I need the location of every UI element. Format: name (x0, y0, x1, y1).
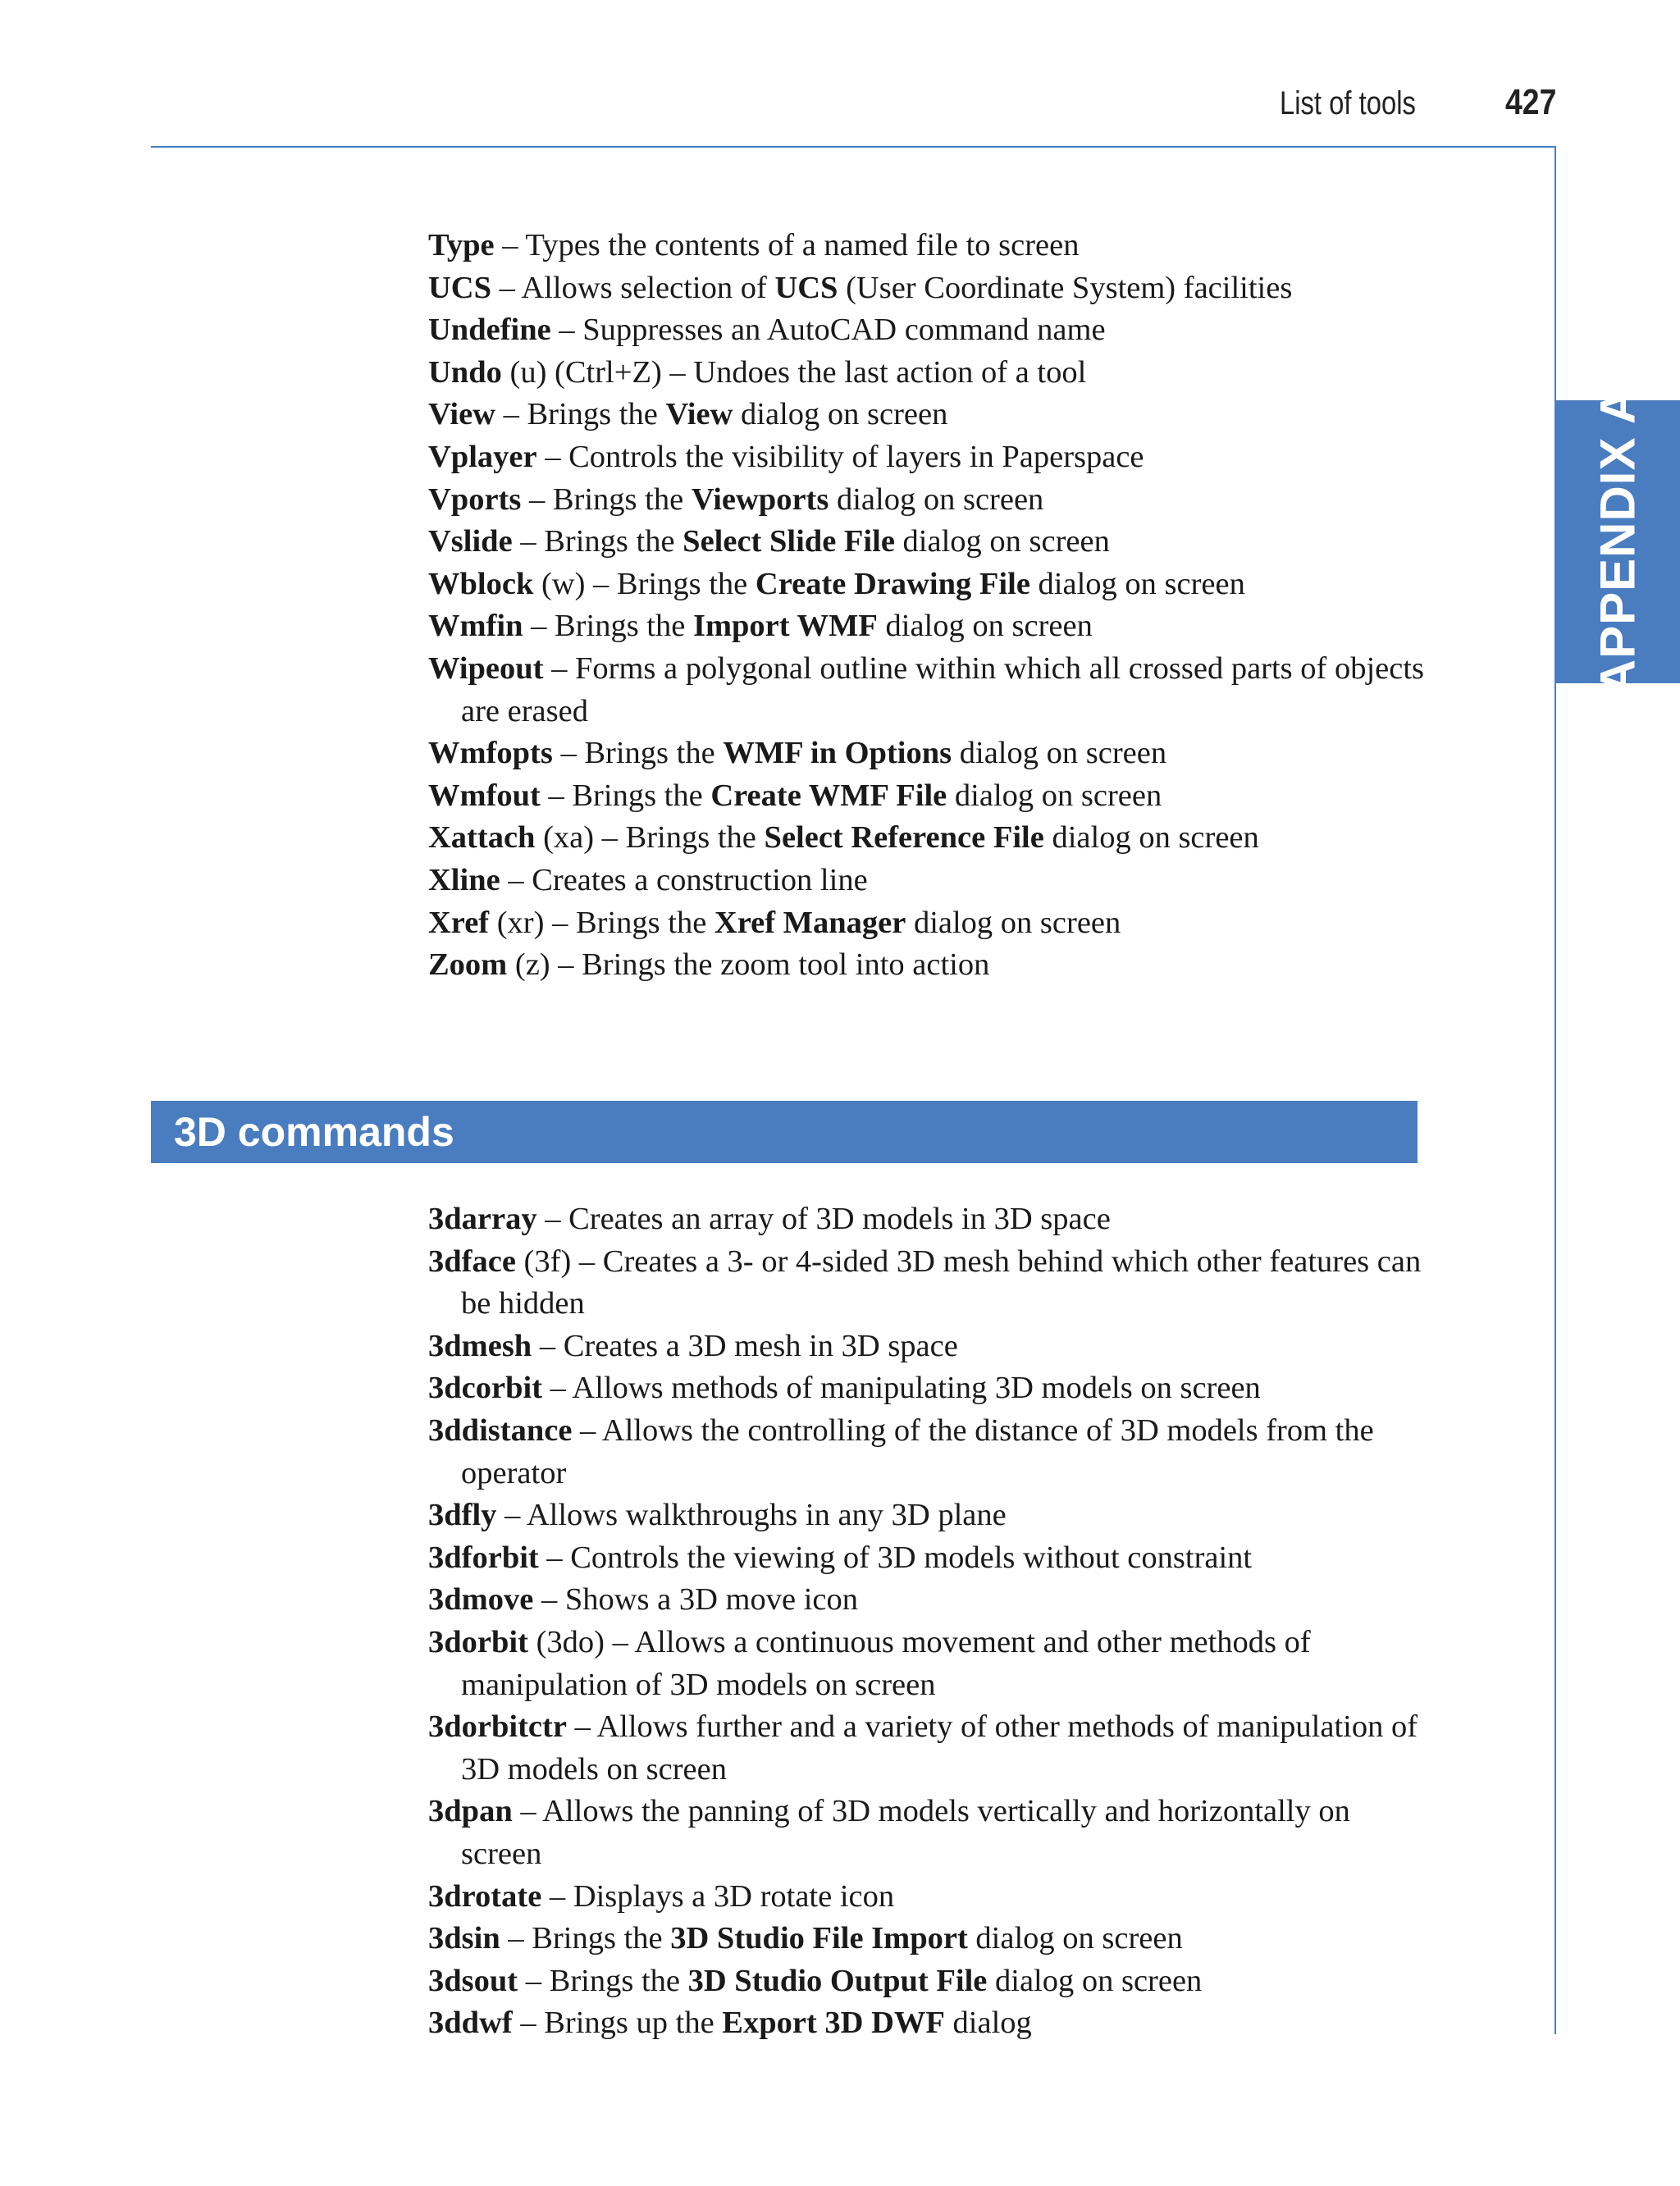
command-term: Create WMF File (710, 778, 947, 813)
section-heading: 3D commands (174, 1109, 454, 1155)
command-description: dialog on screen (877, 609, 1093, 644)
command-description: (xr) – Brings the (489, 905, 714, 940)
command-entry (428, 1198, 1429, 1241)
command-term: 3dsout (428, 1963, 518, 1998)
command-entry (428, 1495, 1429, 1537)
command-description: dialog on screen (894, 524, 1110, 559)
command-term: Select Slide File (682, 524, 895, 559)
command-term: Undefine (428, 313, 551, 348)
command-entry (428, 225, 1429, 267)
command-entry (428, 1537, 1429, 1580)
command-description: – Brings the (552, 736, 724, 771)
command-term: 3dcorbit (428, 1371, 543, 1406)
command-term: 3drotate (428, 1878, 542, 1914)
command-description: – Brings the (523, 609, 693, 644)
command-term: UCS (774, 270, 838, 305)
command-term: 3dforbit (428, 1540, 539, 1575)
command-term: 3dsin (428, 1921, 500, 1956)
command-term: 3D Studio Output File (687, 1963, 988, 1998)
command-term: Type (428, 228, 495, 262)
command-description: dialog on screen (952, 736, 1167, 771)
command-description: (xa) – Brings the (535, 820, 765, 856)
command-term: Wmfin (428, 609, 523, 644)
command-description: (3do) – Allows a continuous movement and other methods of manipulation of 3D models on screen (461, 1624, 1311, 1702)
command-term: Undo (428, 354, 502, 390)
command-term: Xline (428, 862, 500, 897)
command-list (428, 225, 1429, 987)
command-description: – Brings the (500, 1921, 671, 1956)
command-description: – Suppresses an AutoCAD command name (550, 313, 1106, 348)
command-description: – Types the contents of a named file to screen (494, 228, 1080, 262)
command-description: dialog on screen (1029, 566, 1245, 601)
command-description: – Creates an array of 3D models in 3D space (536, 1202, 1111, 1236)
command-description: – Displays a 3D rotate icon (541, 1878, 895, 1914)
command-entry (428, 1918, 1429, 1960)
running-header-title: List of tools (1280, 85, 1416, 121)
command-entry (428, 902, 1429, 945)
command-entry (428, 564, 1429, 606)
command-entry (428, 775, 1429, 818)
command-description: – Controls the visibility of layers in Paperspace (536, 439, 1144, 474)
command-term: Wblock (428, 566, 534, 601)
command-term: Wmfout (428, 778, 541, 813)
command-entry (428, 479, 1429, 522)
command-term: 3dorbit (428, 1624, 528, 1659)
3d-command-list (428, 1198, 1429, 2045)
command-entry (428, 1960, 1429, 2003)
command-entry (428, 521, 1429, 564)
command-description: dialog on screen (829, 481, 1044, 517)
command-entry (428, 817, 1429, 860)
command-term: Vplayer (428, 439, 537, 474)
command-entry (428, 1791, 1429, 1875)
command-description: – Controls the viewing of 3D models without constraint (538, 1540, 1253, 1575)
command-term: 3dorbitctr (428, 1709, 567, 1745)
command-description: (3f) – Creates a 3- or 4-sided 3D mesh behind which other features can be hidden (461, 1244, 1422, 1321)
command-term: 3ddistance (428, 1412, 573, 1448)
command-description: – Brings the (512, 524, 683, 559)
command-term: 3dface (428, 1244, 516, 1279)
command-entry (428, 1579, 1429, 1622)
command-entry (428, 1876, 1429, 1919)
header-rule (151, 146, 1556, 148)
command-term: Vslide (428, 524, 513, 559)
command-term: Xref Manager (714, 905, 906, 940)
command-term: 3dmesh (428, 1328, 532, 1363)
command-description: dialog on screen (947, 778, 1162, 813)
command-description: – Allows the controlling of the distance of 3D models from the operator (461, 1412, 1374, 1490)
command-term: View (665, 397, 733, 432)
command-description: – Brings the (540, 778, 711, 813)
command-term: 3dmove (428, 1582, 534, 1618)
command-term: 3ddwf (428, 2006, 513, 2041)
command-term: Xref (428, 905, 490, 940)
command-entry (428, 436, 1429, 479)
command-description: dialog (944, 2006, 1032, 2041)
command-description: – Brings the (518, 1963, 688, 1998)
command-description: – Brings up the (512, 2006, 723, 2041)
command-description: (w) – Brings the (533, 566, 756, 601)
command-description: – Allows further and a variety of other methods of manipulation of 3D models on screen (461, 1709, 1418, 1787)
section-heading-bar (151, 1101, 1418, 1163)
command-term: View (428, 397, 495, 432)
command-entry (428, 1706, 1429, 1791)
page-number: 427 (1505, 82, 1557, 122)
command-description: – Creates a 3D mesh in 3D space (532, 1328, 958, 1363)
command-description: – Allows selection of (491, 270, 775, 305)
command-description: dialog on screen (1043, 820, 1259, 856)
command-term: Create Drawing File (755, 566, 1030, 601)
command-term: 3dfly (428, 1498, 497, 1533)
command-entry (428, 2002, 1429, 2045)
command-description: – Allows methods of manipulating 3D models on screen (542, 1371, 1261, 1406)
command-description: – Forms a polygonal outline within which all crossed parts of objects are erased (461, 650, 1425, 728)
command-term: Viewports (691, 481, 829, 517)
command-description: dialog on screen (733, 397, 948, 432)
command-term: Vports (428, 481, 522, 517)
command-entry (428, 944, 1429, 987)
command-entry (428, 732, 1429, 775)
command-entry (428, 309, 1429, 352)
command-entry (428, 394, 1429, 436)
command-description: (z) – Brings the zoom tool into action (507, 947, 990, 983)
command-term: Select Reference File (764, 820, 1044, 856)
command-description: dialog on screen (967, 1921, 1183, 1956)
command-entry (428, 605, 1429, 648)
command-entry (428, 1367, 1429, 1410)
command-description: – Brings the (521, 481, 692, 517)
command-description: – Creates a construction line (500, 862, 868, 897)
command-term: Xattach (428, 820, 536, 856)
command-term: 3dpan (428, 1794, 513, 1829)
appendix-side-tab (1556, 387, 1680, 696)
command-description: (User Coordinate System) facilities (838, 270, 1293, 305)
command-term: 3D Studio File Import (670, 1921, 968, 1956)
command-term: Wipeout (428, 650, 544, 686)
command-term: Export 3D DWF (722, 2006, 945, 2041)
appendix-side-tab-label: APPENDIX A (1590, 387, 1646, 696)
command-term: Zoom (428, 947, 508, 983)
command-entry (428, 352, 1429, 395)
command-term: WMF in Options (723, 736, 952, 771)
command-description: – Brings the (495, 397, 666, 432)
command-description: dialog on screen (987, 1963, 1203, 1998)
command-entry (428, 267, 1429, 310)
command-term: UCS (428, 270, 492, 305)
command-entry (428, 1241, 1429, 1326)
command-term: Wmfopts (428, 736, 553, 771)
command-entry (428, 1622, 1429, 1706)
command-entry (428, 860, 1429, 902)
command-entry (428, 1410, 1429, 1495)
command-description: – Shows a 3D move icon (533, 1582, 858, 1618)
command-entry (428, 1326, 1429, 1368)
command-entry (428, 648, 1429, 732)
command-term: 3darray (428, 1202, 537, 1236)
command-description: – Allows walkthroughs in any 3D plane (496, 1498, 1007, 1533)
command-description: (u) (Ctrl+Z) – Undoes the last action of a tool (501, 354, 1087, 390)
command-term: Import WMF (692, 609, 878, 644)
command-description: – Allows the panning of 3D models vertically and horizontally on screen (461, 1794, 1350, 1871)
command-description: dialog on screen (906, 905, 1121, 940)
